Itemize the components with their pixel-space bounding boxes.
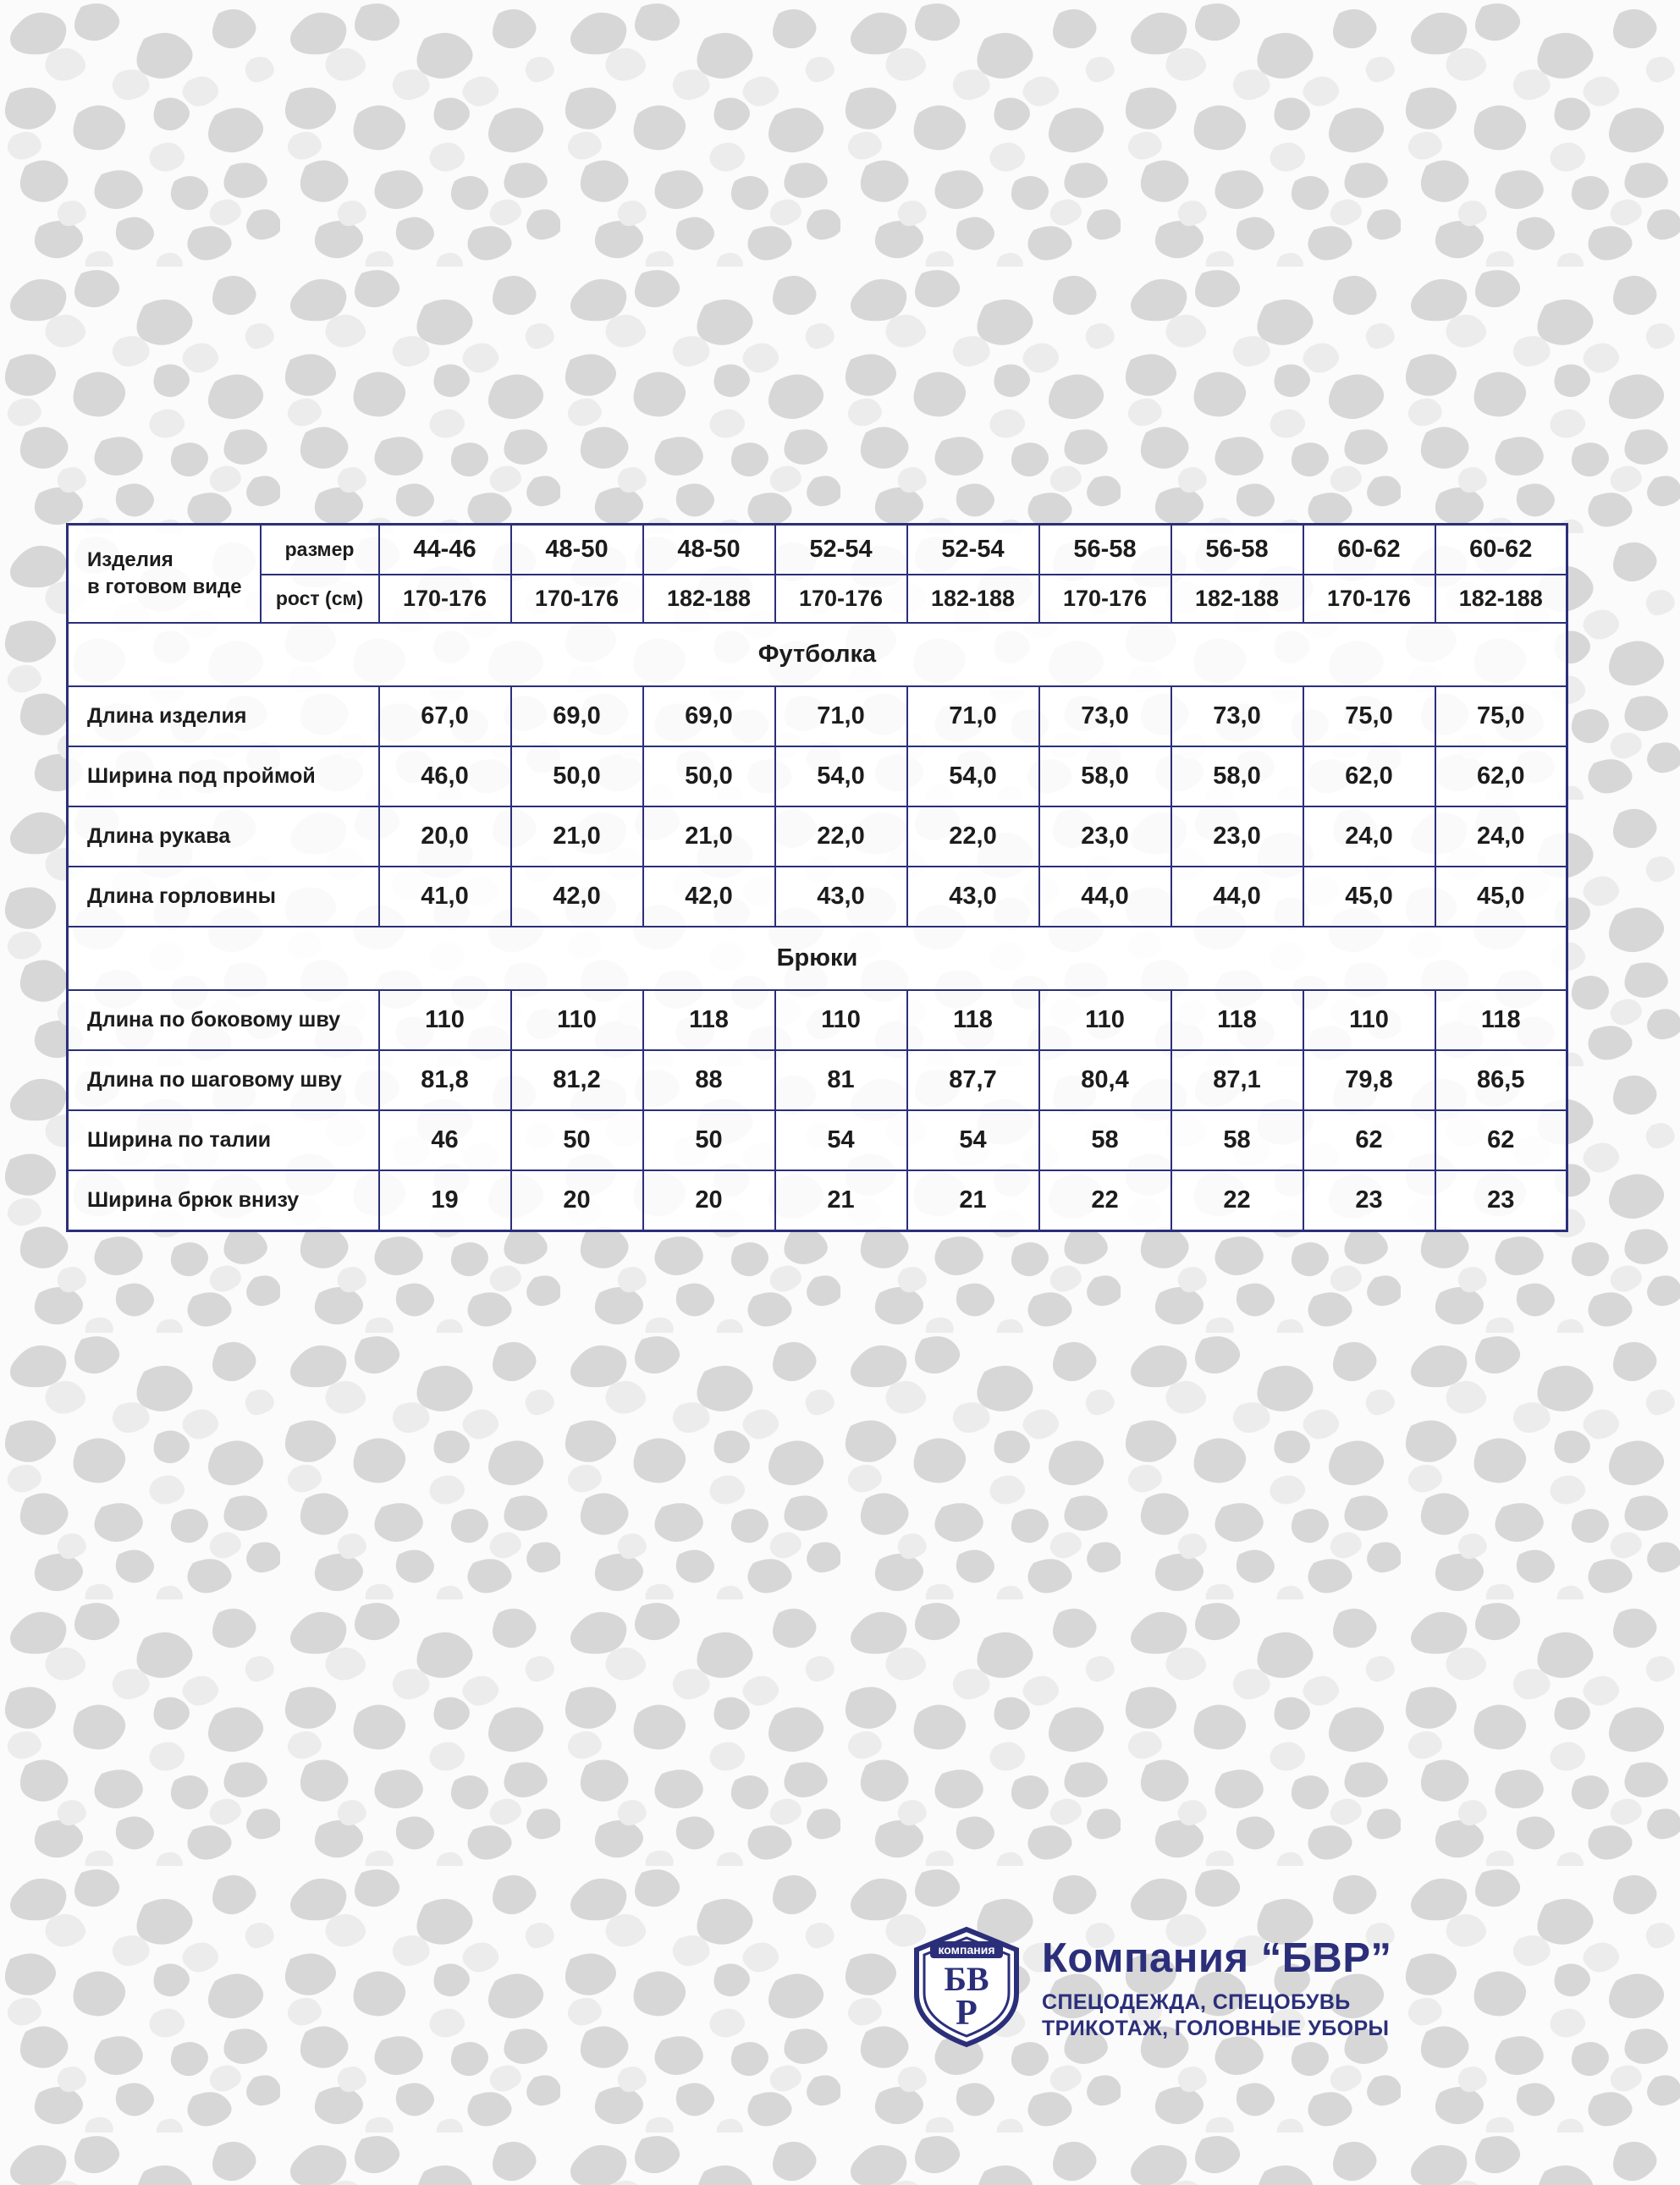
cell-1-1-5: 80,4 bbox=[1039, 1050, 1171, 1110]
header-key-height: рост (см) bbox=[261, 575, 379, 623]
cell-1-2-1: 50 bbox=[511, 1110, 643, 1170]
cell-0-0-4: 71,0 bbox=[907, 686, 1039, 746]
cell-0-1-1: 50,0 bbox=[511, 746, 643, 806]
cell-0-2-6: 23,0 bbox=[1171, 806, 1303, 867]
brand-name: Компания “БВР” bbox=[1042, 1935, 1392, 1981]
footer-logo bbox=[910, 1921, 1392, 2050]
cell-0-0-7: 75,0 bbox=[1303, 686, 1435, 746]
cell-0-2-3: 22,0 bbox=[775, 806, 907, 867]
cell-0-2-0: 20,0 bbox=[379, 806, 511, 867]
brand-subtitle-line2: ТРИКОТАЖ, ГОЛОВНЫЕ УБОРЫ bbox=[1042, 2017, 1390, 2041]
cell-1-2-4: 54 bbox=[907, 1110, 1039, 1170]
row-label-0-1: Ширина под проймой bbox=[68, 746, 379, 806]
header-size-0: 44-46 bbox=[379, 525, 511, 575]
header-size-8: 60-62 bbox=[1435, 525, 1567, 575]
table-row bbox=[68, 867, 1567, 927]
cell-0-3-0: 41,0 bbox=[379, 867, 511, 927]
cell-1-3-3: 21 bbox=[775, 1170, 907, 1231]
row-label-1-0: Длина по боковому шву bbox=[68, 990, 379, 1050]
cell-1-2-3: 54 bbox=[775, 1110, 907, 1170]
cell-1-0-6: 118 bbox=[1171, 990, 1303, 1050]
cell-1-3-5: 22 bbox=[1039, 1170, 1171, 1231]
header-key-size: размер bbox=[261, 525, 379, 575]
cell-1-3-2: 20 bbox=[643, 1170, 775, 1231]
corner-label-line2: в готовом виде bbox=[87, 575, 242, 598]
cell-1-2-6: 58 bbox=[1171, 1110, 1303, 1170]
section-title-row bbox=[68, 623, 1567, 686]
row-label-1-3: Ширина брюк внизу bbox=[68, 1170, 379, 1231]
cell-1-1-0: 81,8 bbox=[379, 1050, 511, 1110]
cell-1-0-4: 118 bbox=[907, 990, 1039, 1050]
cell-0-1-3: 54,0 bbox=[775, 746, 907, 806]
cell-0-2-7: 24,0 bbox=[1303, 806, 1435, 867]
header-height-0: 170-176 bbox=[379, 575, 511, 623]
cell-1-0-1: 110 bbox=[511, 990, 643, 1050]
cell-0-1-0: 46,0 bbox=[379, 746, 511, 806]
size-chart-sheet bbox=[66, 523, 1564, 1232]
row-label-0-3: Длина горловины bbox=[68, 867, 379, 927]
cell-0-3-3: 43,0 bbox=[775, 867, 907, 927]
cell-0-0-3: 71,0 bbox=[775, 686, 907, 746]
cell-1-1-4: 87,7 bbox=[907, 1050, 1039, 1110]
cell-0-1-7: 62,0 bbox=[1303, 746, 1435, 806]
cell-1-3-1: 20 bbox=[511, 1170, 643, 1231]
cell-0-2-1: 21,0 bbox=[511, 806, 643, 867]
header-size-2: 48-50 bbox=[643, 525, 775, 575]
table-row bbox=[68, 1110, 1567, 1170]
cell-0-0-6: 73,0 bbox=[1171, 686, 1303, 746]
cell-1-1-2: 88 bbox=[643, 1050, 775, 1110]
header-size-5: 56-58 bbox=[1039, 525, 1171, 575]
cell-0-1-4: 54,0 bbox=[907, 746, 1039, 806]
cell-0-2-4: 22,0 bbox=[907, 806, 1039, 867]
cell-0-1-5: 58,0 bbox=[1039, 746, 1171, 806]
cell-0-1-6: 58,0 bbox=[1171, 746, 1303, 806]
cell-0-3-7: 45,0 bbox=[1303, 867, 1435, 927]
cell-0-3-2: 42,0 bbox=[643, 867, 775, 927]
svg-text:Р: Р bbox=[956, 1994, 978, 2033]
table-row bbox=[68, 990, 1567, 1050]
header-height-1: 170-176 bbox=[511, 575, 643, 623]
header-height-2: 182-188 bbox=[643, 575, 775, 623]
cell-1-2-5: 58 bbox=[1039, 1110, 1171, 1170]
cell-1-1-1: 81,2 bbox=[511, 1050, 643, 1110]
header-size-7: 60-62 bbox=[1303, 525, 1435, 575]
section-title-1: Брюки bbox=[68, 927, 1567, 990]
header-height-7: 170-176 bbox=[1303, 575, 1435, 623]
corner-label-line1: Изделия bbox=[87, 548, 174, 571]
table-row bbox=[68, 686, 1567, 746]
cell-0-2-8: 24,0 bbox=[1435, 806, 1567, 867]
cell-1-0-5: 110 bbox=[1039, 990, 1171, 1050]
cell-0-1-8: 62,0 bbox=[1435, 746, 1567, 806]
header-size-3: 52-54 bbox=[775, 525, 907, 575]
cell-0-0-5: 73,0 bbox=[1039, 686, 1171, 746]
cell-1-2-7: 62 bbox=[1303, 1110, 1435, 1170]
cell-0-0-2: 69,0 bbox=[643, 686, 775, 746]
cell-1-3-8: 23 bbox=[1435, 1170, 1567, 1231]
header-height-3: 170-176 bbox=[775, 575, 907, 623]
header-height-5: 170-176 bbox=[1039, 575, 1171, 623]
cell-1-0-8: 118 bbox=[1435, 990, 1567, 1050]
row-label-1-2: Ширина по талии bbox=[68, 1110, 379, 1170]
brand-subtitle-line1: СПЕЦОДЕЖДА, СПЕЦОБУВЬ bbox=[1042, 1990, 1351, 2014]
cell-1-3-6: 22 bbox=[1171, 1170, 1303, 1231]
cell-0-2-2: 21,0 bbox=[643, 806, 775, 867]
cell-1-0-0: 110 bbox=[379, 990, 511, 1050]
table-header-row-size bbox=[68, 525, 1567, 575]
cell-0-3-4: 43,0 bbox=[907, 867, 1039, 927]
cell-0-3-6: 44,0 bbox=[1171, 867, 1303, 927]
row-label-1-1: Длина по шаговому шву bbox=[68, 1050, 379, 1110]
svg-text:компания: компания bbox=[938, 1943, 995, 1957]
header-size-1: 48-50 bbox=[511, 525, 643, 575]
header-height-6: 182-188 bbox=[1171, 575, 1303, 623]
section-title-0: Футболка bbox=[68, 623, 1567, 686]
cell-0-3-1: 42,0 bbox=[511, 867, 643, 927]
cell-0-3-8: 45,0 bbox=[1435, 867, 1567, 927]
cell-0-1-2: 50,0 bbox=[643, 746, 775, 806]
header-size-4: 52-54 bbox=[907, 525, 1039, 575]
svg-text:БВ: БВ bbox=[944, 1960, 989, 1998]
cell-1-3-7: 23 bbox=[1303, 1170, 1435, 1231]
cell-0-0-1: 69,0 bbox=[511, 686, 643, 746]
cell-1-1-7: 79,8 bbox=[1303, 1050, 1435, 1110]
cell-1-3-0: 19 bbox=[379, 1170, 511, 1231]
section-title-row bbox=[68, 927, 1567, 990]
cell-1-0-3: 110 bbox=[775, 990, 907, 1050]
cell-1-1-6: 87,1 bbox=[1171, 1050, 1303, 1110]
row-label-0-0: Длина изделия bbox=[68, 686, 379, 746]
cell-0-3-5: 44,0 bbox=[1039, 867, 1171, 927]
cell-1-2-2: 50 bbox=[643, 1110, 775, 1170]
table-row bbox=[68, 806, 1567, 867]
header-size-6: 56-58 bbox=[1171, 525, 1303, 575]
table-header-row-height bbox=[68, 575, 1567, 623]
cell-1-3-4: 21 bbox=[907, 1170, 1039, 1231]
table-row bbox=[68, 1050, 1567, 1110]
cell-1-1-8: 86,5 bbox=[1435, 1050, 1567, 1110]
brand-text-block bbox=[1042, 1921, 1392, 2043]
cell-1-1-3: 81 bbox=[775, 1050, 907, 1110]
header-height-4: 182-188 bbox=[907, 575, 1039, 623]
cell-0-0-0: 67,0 bbox=[379, 686, 511, 746]
cell-1-2-0: 46 bbox=[379, 1110, 511, 1170]
cell-1-0-7: 110 bbox=[1303, 990, 1435, 1050]
table-row bbox=[68, 746, 1567, 806]
cell-0-2-5: 23,0 bbox=[1039, 806, 1171, 867]
cell-1-2-8: 62 bbox=[1435, 1110, 1567, 1170]
table-row bbox=[68, 1170, 1567, 1231]
cell-1-0-2: 118 bbox=[643, 990, 775, 1050]
corner-label bbox=[68, 525, 261, 624]
header-height-8: 182-188 bbox=[1435, 575, 1567, 623]
company-shield-icon bbox=[910, 1921, 1023, 2050]
cell-0-0-8: 75,0 bbox=[1435, 686, 1567, 746]
row-label-0-2: Длина рукава bbox=[68, 806, 379, 867]
size-table bbox=[66, 523, 1568, 1232]
